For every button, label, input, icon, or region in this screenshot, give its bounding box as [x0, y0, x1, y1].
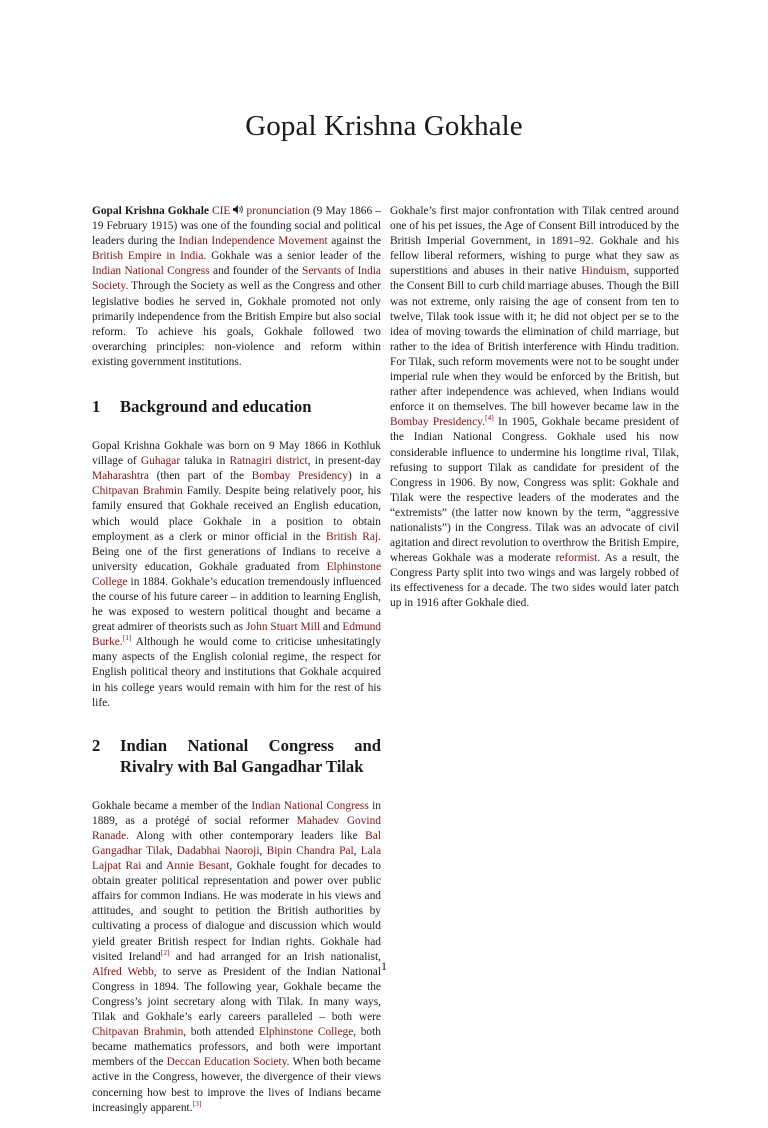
- wiki-link[interactable]: Chitpavan Brahmin: [92, 1026, 184, 1039]
- wiki-link[interactable]: Elphinstone College: [92, 560, 381, 588]
- wiki-link[interactable]: pronunciation: [246, 205, 310, 217]
- wiki-link[interactable]: Bal Gangadhar Tilak: [92, 829, 381, 857]
- intro-paragraph: Gopal Krishna Gokhale CIE pronunciation (9 May 1866 – 19 February 1915) was one of the founding social and political leaders during the Indian Independence Movement against the British Empire in India. Gokhale was a senior leader of the Indian National Congress and founder of the Servants of India Society. Through the Society as well as the Congress and other legislative bodies he served in, Gokhale promoted not only primarily independence from the British Empire but also social reform. To achieve his goals, Gokhale followed two overarching principles: non-violence and reform within existing government institutions.: [92, 205, 382, 368]
- section-number: 1: [92, 397, 101, 417]
- wiki-link[interactable]: Alfred Webb: [92, 965, 154, 978]
- wiki-link[interactable]: Maharashtra: [92, 470, 149, 483]
- wiki-link[interactable]: Chitpavan Brahmin: [92, 485, 183, 498]
- wiki-link[interactable]: Bipin Chandra Pal: [266, 845, 354, 857]
- citation-link[interactable]: [1]: [122, 633, 132, 643]
- wiki-link[interactable]: Bombay Presidency: [390, 416, 483, 429]
- citation-link[interactable]: [2]: [160, 947, 170, 957]
- right-column: [390, 204, 679, 619]
- wiki-link[interactable]: British Raj: [326, 530, 379, 543]
- wiki-link[interactable]: Dadabhai Naoroji: [176, 845, 260, 857]
- page-title: Gopal Krishna Gokhale: [245, 110, 523, 142]
- wiki-link[interactable]: Ratnagiri district: [229, 455, 308, 468]
- wiki-link[interactable]: Guhagar: [140, 455, 181, 468]
- wiki-link[interactable]: Elphinstone College: [258, 1026, 354, 1039]
- left-column: [92, 204, 381, 1128]
- citation-link[interactable]: [3]: [192, 1098, 202, 1108]
- wiki-link[interactable]: CIE: [212, 205, 231, 217]
- body-paragraph: Gopal Krishna Gokhale was born on 9 May 1866 in Kothluk village of Guhagar taluka in Ratnagiri district, in present-day Maharashtra (then part of the Bombay Presidency) in a Chitpavan Brahmin Family. Despite being relatively poor, his family ensured that Gokhale received an English education, which would place Gokhale in a position to obtain employment as a clerk or minor official in the British Raj. Being one of the first generations of Indians to receive a university education, Gokhale graduated from Elphinstone College in 1884. Gokhale’s education tremendously influenced the course of his future career – in addition to learning English, he was exposed to western political thought and became a great admirer of theorists such as John Stuart Mill and Edmund Burke.[1] Although he would come to criticise unhesitatingly many aspects of the English colonial regime, the respect for English political theory and institutions that Gokhale acquired in his college years would remain with him for the rest of his life.: [92, 440, 381, 709]
- wiki-link[interactable]: Deccan Education Society: [166, 1056, 287, 1069]
- wiki-link[interactable]: British Empire in India: [92, 250, 204, 263]
- section-title: Background and education: [120, 397, 312, 417]
- section-heading: [92, 735, 381, 777]
- section-heading: [92, 396, 381, 417]
- wiki-link[interactable]: John Stuart Mill: [246, 621, 321, 634]
- speaker-icon[interactable]: [233, 204, 243, 219]
- section-title: Indian National Congress and Rivalry with Bal Gangadhar Tilak: [120, 735, 381, 776]
- page-number: 1: [381, 959, 387, 973]
- wiki-link[interactable]: Mahadev Govind Ranade: [92, 814, 381, 842]
- wiki-link[interactable]: Indian National Congress: [251, 799, 369, 812]
- wiki-link[interactable]: Annie Besant: [166, 860, 230, 873]
- bold-term: Gopal Krishna Gokhale: [92, 205, 209, 217]
- body-paragraph: Gokhale became a member of the Indian National Congress in 1889, as a protégé of social reformer Mahadev Govind Ranade. Along with other contemporary leaders like Bal Gangadhar Tilak, Dadabhai Naoroji, Bipin Chandra Pal, Lala Lajpat Rai and Annie Besant, Gokhale fought for decades to obtain greater political representation and power over public affairs for common Indians. He was moderate in his views and attitudes, and sought to petition the British authorities by cultivating a process of dialogue and discussion which would yield greater British respect for Indian rights. Gokhale had visited Ireland[2] and had arranged for an Irish nationalist, Alfred Webb, to serve as President of the Indian National Congress in 1894. The following year, Gokhale became the Congress’s joint secretary along with Tilak. In many ways, Tilak and Gokhale’s early careers paralleled – both were Chitpavan Brahmin, both attended Elphinstone College, both became mathematics professors, and both were important members of the Deccan Education Society. When both became active in the Congress, however, the divergence of their views concerning how best to improve the lives of Indians became increasingly apparent.[3]: [92, 799, 382, 1114]
- wiki-link[interactable]: Hinduism: [581, 265, 627, 278]
- wiki-link[interactable]: Bombay Presidency: [251, 470, 348, 483]
- wiki-link[interactable]: Indian National Congress: [92, 265, 210, 278]
- wiki-link[interactable]: reformist: [555, 552, 598, 565]
- section-number: 2: [92, 735, 101, 755]
- wiki-link[interactable]: Lala Lajpat Rai: [92, 845, 381, 873]
- wiki-link[interactable]: Servants of India Society: [92, 265, 381, 293]
- wiki-link[interactable]: Edmund Burke: [92, 621, 381, 649]
- citation-link[interactable]: [4]: [484, 413, 494, 423]
- body-paragraph: Gokhale’s first major confrontation with Tilak centred around one of his pet issues, the Age of Consent Bill introduced by the British Imperial Government, in 1891–92. Gokhale and his fellow liberal reformers, wishing to purge what they saw as superstitions and abuses in their native Hinduism, supported the Consent Bill to curb child marriage abuses. Though the Bill was not extreme, only raising the age of consent from ten to twelve, Tilak took issue with it; he did not object per se to the idea of moving towards the elimination of child marriage, but rather to the idea of British interference with Hindu tradition. For Tilak, such reform movements were not to be sought under imperial rule when they would be enforced by the British, but rather after independence was achieved, when Indians would enforce it on themselves. The bill however became law in the Bombay Presidency.[4] In 1905, Gokhale became president of the Indian National Congress. Gokhale used his now considerable influence to undermine his longtime rival, Tilak, refusing to support Tilak as candidate for president of the Congress in 1906. By now, Congress was split: Gokhale and Tilak were the respective leaders of the moderates and the “extremists” (the latter now known by the term, “aggressive nationalists”) in the Congress. Tilak was an advocate of civil agitation and direct revolution to overthrow the British Empire, whereas Gokhale was a moderate reformist. As a result, the Congress Party split into two wings and was largely robbed of its effectiveness for a decade. The two sides would later patch up in 1916 after Gokhale died.: [390, 205, 680, 610]
- wiki-link[interactable]: Indian Independence Movement: [178, 235, 328, 248]
